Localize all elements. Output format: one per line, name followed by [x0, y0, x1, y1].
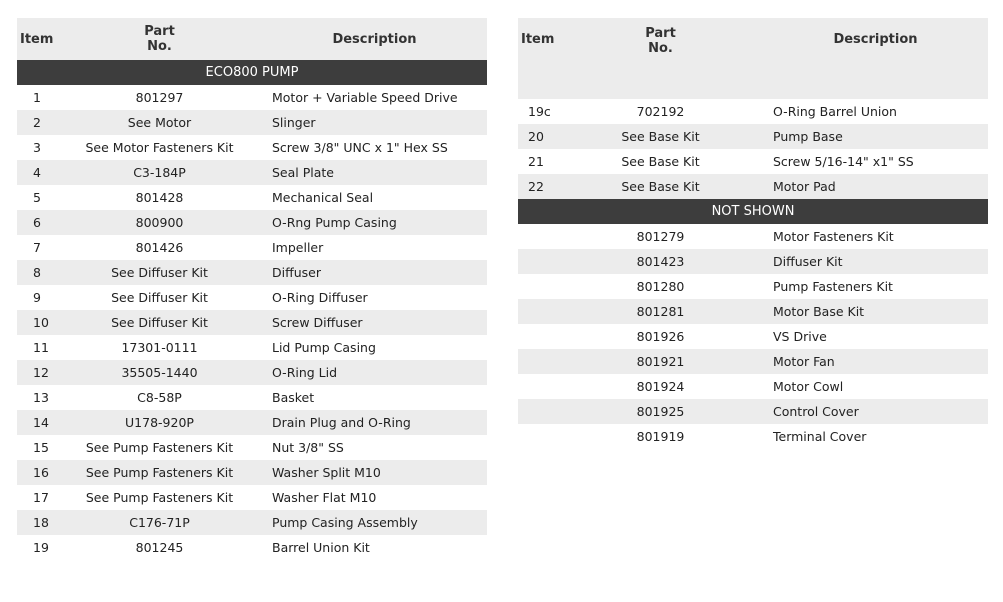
cell-part-no: C8-58P [137, 390, 182, 405]
cell-item: 17 [33, 490, 49, 505]
cell-description: O-Ring Barrel Union [773, 104, 897, 119]
table-row [518, 99, 988, 124]
cell-item: 9 [33, 290, 41, 305]
cell-item [518, 424, 558, 449]
cell-part-no: 35505-1440 [57, 360, 262, 385]
table-row [518, 424, 988, 449]
cell-description: Drain Plug and O-Ring [262, 410, 487, 435]
cell-description: VS Drive [773, 329, 827, 344]
cell-description: Motor Base Kit [763, 299, 988, 324]
cell-description: Screw 5/16-14" x1" SS [773, 154, 914, 169]
cell-part-no: See Diffuser Kit [111, 290, 208, 305]
header-part-line2: No. [147, 39, 172, 54]
cell-part-no: 801919 [636, 429, 685, 444]
cell-item [518, 299, 558, 324]
cell-part-no: See Pump Fasteners Kit [85, 440, 234, 455]
cell-part-no: See Motor Fasteners Kit [85, 140, 234, 155]
table-row [17, 260, 487, 285]
cell-item: 18 [17, 510, 57, 535]
parts-table-left [17, 18, 487, 560]
cell-description: Basket [272, 390, 315, 405]
section-title: ECO800 PUMP [17, 60, 487, 85]
cell-part-no: 801926 [636, 329, 685, 344]
table-row [17, 235, 487, 260]
cell-item: 1 [33, 90, 41, 105]
cell-item: 3 [33, 140, 41, 155]
cell-part-no: 17301-0111 [121, 340, 198, 355]
table-row [518, 249, 988, 274]
cell-part-no: See Pump Fasteners Kit [57, 460, 262, 485]
table-header-row [17, 18, 487, 60]
cell-part-no: See Diffuser Kit [57, 260, 262, 285]
cell-item: 11 [33, 340, 49, 355]
cell-item: 19 [33, 540, 49, 555]
cell-part-no: 801281 [558, 299, 763, 324]
table-row [17, 110, 487, 135]
cell-description: Screw 3/8" UNC x 1" Hex SS [272, 140, 448, 155]
table-row [17, 510, 487, 535]
cell-item: 19c [528, 104, 551, 119]
table-row [518, 174, 988, 199]
cell-item: 15 [33, 440, 49, 455]
table-row [17, 310, 487, 335]
cell-description: Impeller [272, 240, 324, 255]
cell-part-no: C176-71P [57, 510, 262, 535]
cell-description: Diffuser [262, 260, 487, 285]
section-row-eco800-pump [17, 60, 487, 85]
cell-part-no: U178-920P [57, 410, 262, 435]
table-row [518, 299, 988, 324]
cell-part-no: 801426 [135, 240, 184, 255]
header-part-line2: No. [648, 41, 673, 56]
table-row [17, 385, 487, 410]
table-row [518, 324, 988, 349]
header-description: Description [763, 18, 988, 99]
header-part-no [558, 18, 763, 99]
cell-part-no: See Diffuser Kit [57, 310, 262, 335]
cell-description: O-Ring Lid [262, 360, 487, 385]
cell-part-no: 800900 [57, 210, 262, 235]
cell-part-no: 801423 [558, 249, 763, 274]
cell-description: Nut 3/8" SS [272, 440, 344, 455]
cell-item [518, 249, 558, 274]
cell-description: Washer Split M10 [262, 460, 487, 485]
cell-description: Terminal Cover [773, 429, 867, 444]
cell-item: 21 [528, 154, 544, 169]
cell-item: 14 [17, 410, 57, 435]
cell-description: Slinger [262, 110, 487, 135]
table-row [17, 160, 487, 185]
table-row [17, 210, 487, 235]
cell-part-no: 801280 [636, 279, 685, 294]
table-row [518, 399, 988, 424]
cell-part-no: See Motor [57, 110, 262, 135]
cell-description: O-Rng Pump Casing [262, 210, 487, 235]
cell-part-no: See Base Kit [558, 174, 763, 199]
parts-table-right [518, 18, 988, 449]
cell-item [518, 224, 558, 249]
header-part-no [57, 18, 262, 60]
table-row [17, 485, 487, 510]
cell-part-no: 801245 [135, 540, 184, 555]
header-item: Item [518, 18, 558, 99]
table-row [17, 360, 487, 385]
table-row [518, 374, 988, 399]
cell-description: Barrel Union Kit [272, 540, 370, 555]
cell-description: Mechanical Seal [272, 190, 374, 205]
table-row [17, 85, 487, 110]
table-row [17, 135, 487, 160]
cell-item: 7 [33, 240, 41, 255]
cell-item [518, 349, 558, 374]
cell-item: 16 [17, 460, 57, 485]
cell-description: Motor Cowl [773, 379, 844, 394]
cell-part-no: See Base Kit [558, 124, 763, 149]
cell-item: 22 [518, 174, 558, 199]
table-row [17, 535, 487, 560]
cell-description: Control Cover [763, 399, 988, 424]
table-row [518, 274, 988, 299]
cell-description: Screw Diffuser [262, 310, 487, 335]
table-row [518, 124, 988, 149]
cell-description: Seal Plate [262, 160, 487, 185]
cell-item: 13 [33, 390, 49, 405]
header-description: Description [262, 18, 487, 60]
cell-item: 12 [17, 360, 57, 385]
cell-item: 20 [518, 124, 558, 149]
cell-description: Pump Base [763, 124, 988, 149]
cell-description: Lid Pump Casing [272, 340, 376, 355]
cell-part-no: See Base Kit [621, 154, 700, 169]
cell-part-no: C3-184P [57, 160, 262, 185]
cell-description: Pump Fasteners Kit [773, 279, 893, 294]
cell-item: 10 [17, 310, 57, 335]
cell-item [518, 399, 558, 424]
cell-item: 4 [17, 160, 57, 185]
cell-item: 6 [17, 210, 57, 235]
table-row [17, 460, 487, 485]
cell-description: Motor Fan [763, 349, 988, 374]
cell-description: Pump Casing Assembly [262, 510, 487, 535]
cell-item: 8 [17, 260, 57, 285]
cell-part-no: 801279 [636, 229, 685, 244]
cell-part-no: 801921 [558, 349, 763, 374]
cell-part-no: 801925 [558, 399, 763, 424]
header-part-line1: Part [144, 24, 175, 39]
table-row [17, 285, 487, 310]
table-row [518, 349, 988, 374]
table-header-row [518, 18, 988, 99]
table-row [17, 335, 487, 360]
cell-part-no: 801297 [135, 90, 184, 105]
cell-part-no: 801428 [135, 190, 184, 205]
cell-item [518, 274, 558, 299]
cell-description: Washer Flat M10 [272, 490, 377, 505]
cell-description: Motor + Variable Speed Drive [272, 90, 458, 105]
table-row [518, 224, 988, 249]
cell-description: O-Ring Diffuser [272, 290, 368, 305]
section-title: NOT SHOWN [518, 199, 988, 224]
header-part-line1: Part [645, 26, 676, 41]
section-row-not-shown [518, 199, 988, 224]
cell-part-no: See Pump Fasteners Kit [85, 490, 234, 505]
cell-description: Motor Fasteners Kit [773, 229, 894, 244]
table-row [518, 149, 988, 174]
cell-item: 5 [33, 190, 41, 205]
header-item: Item [17, 18, 57, 60]
cell-item [518, 324, 558, 349]
table-row [17, 185, 487, 210]
cell-part-no: 702192 [636, 104, 685, 119]
cell-description: Diffuser Kit [763, 249, 988, 274]
cell-item [518, 374, 558, 399]
cell-description: Motor Pad [763, 174, 988, 199]
cell-item: 2 [17, 110, 57, 135]
table-row [17, 410, 487, 435]
cell-part-no: 801924 [636, 379, 685, 394]
table-row [17, 435, 487, 460]
